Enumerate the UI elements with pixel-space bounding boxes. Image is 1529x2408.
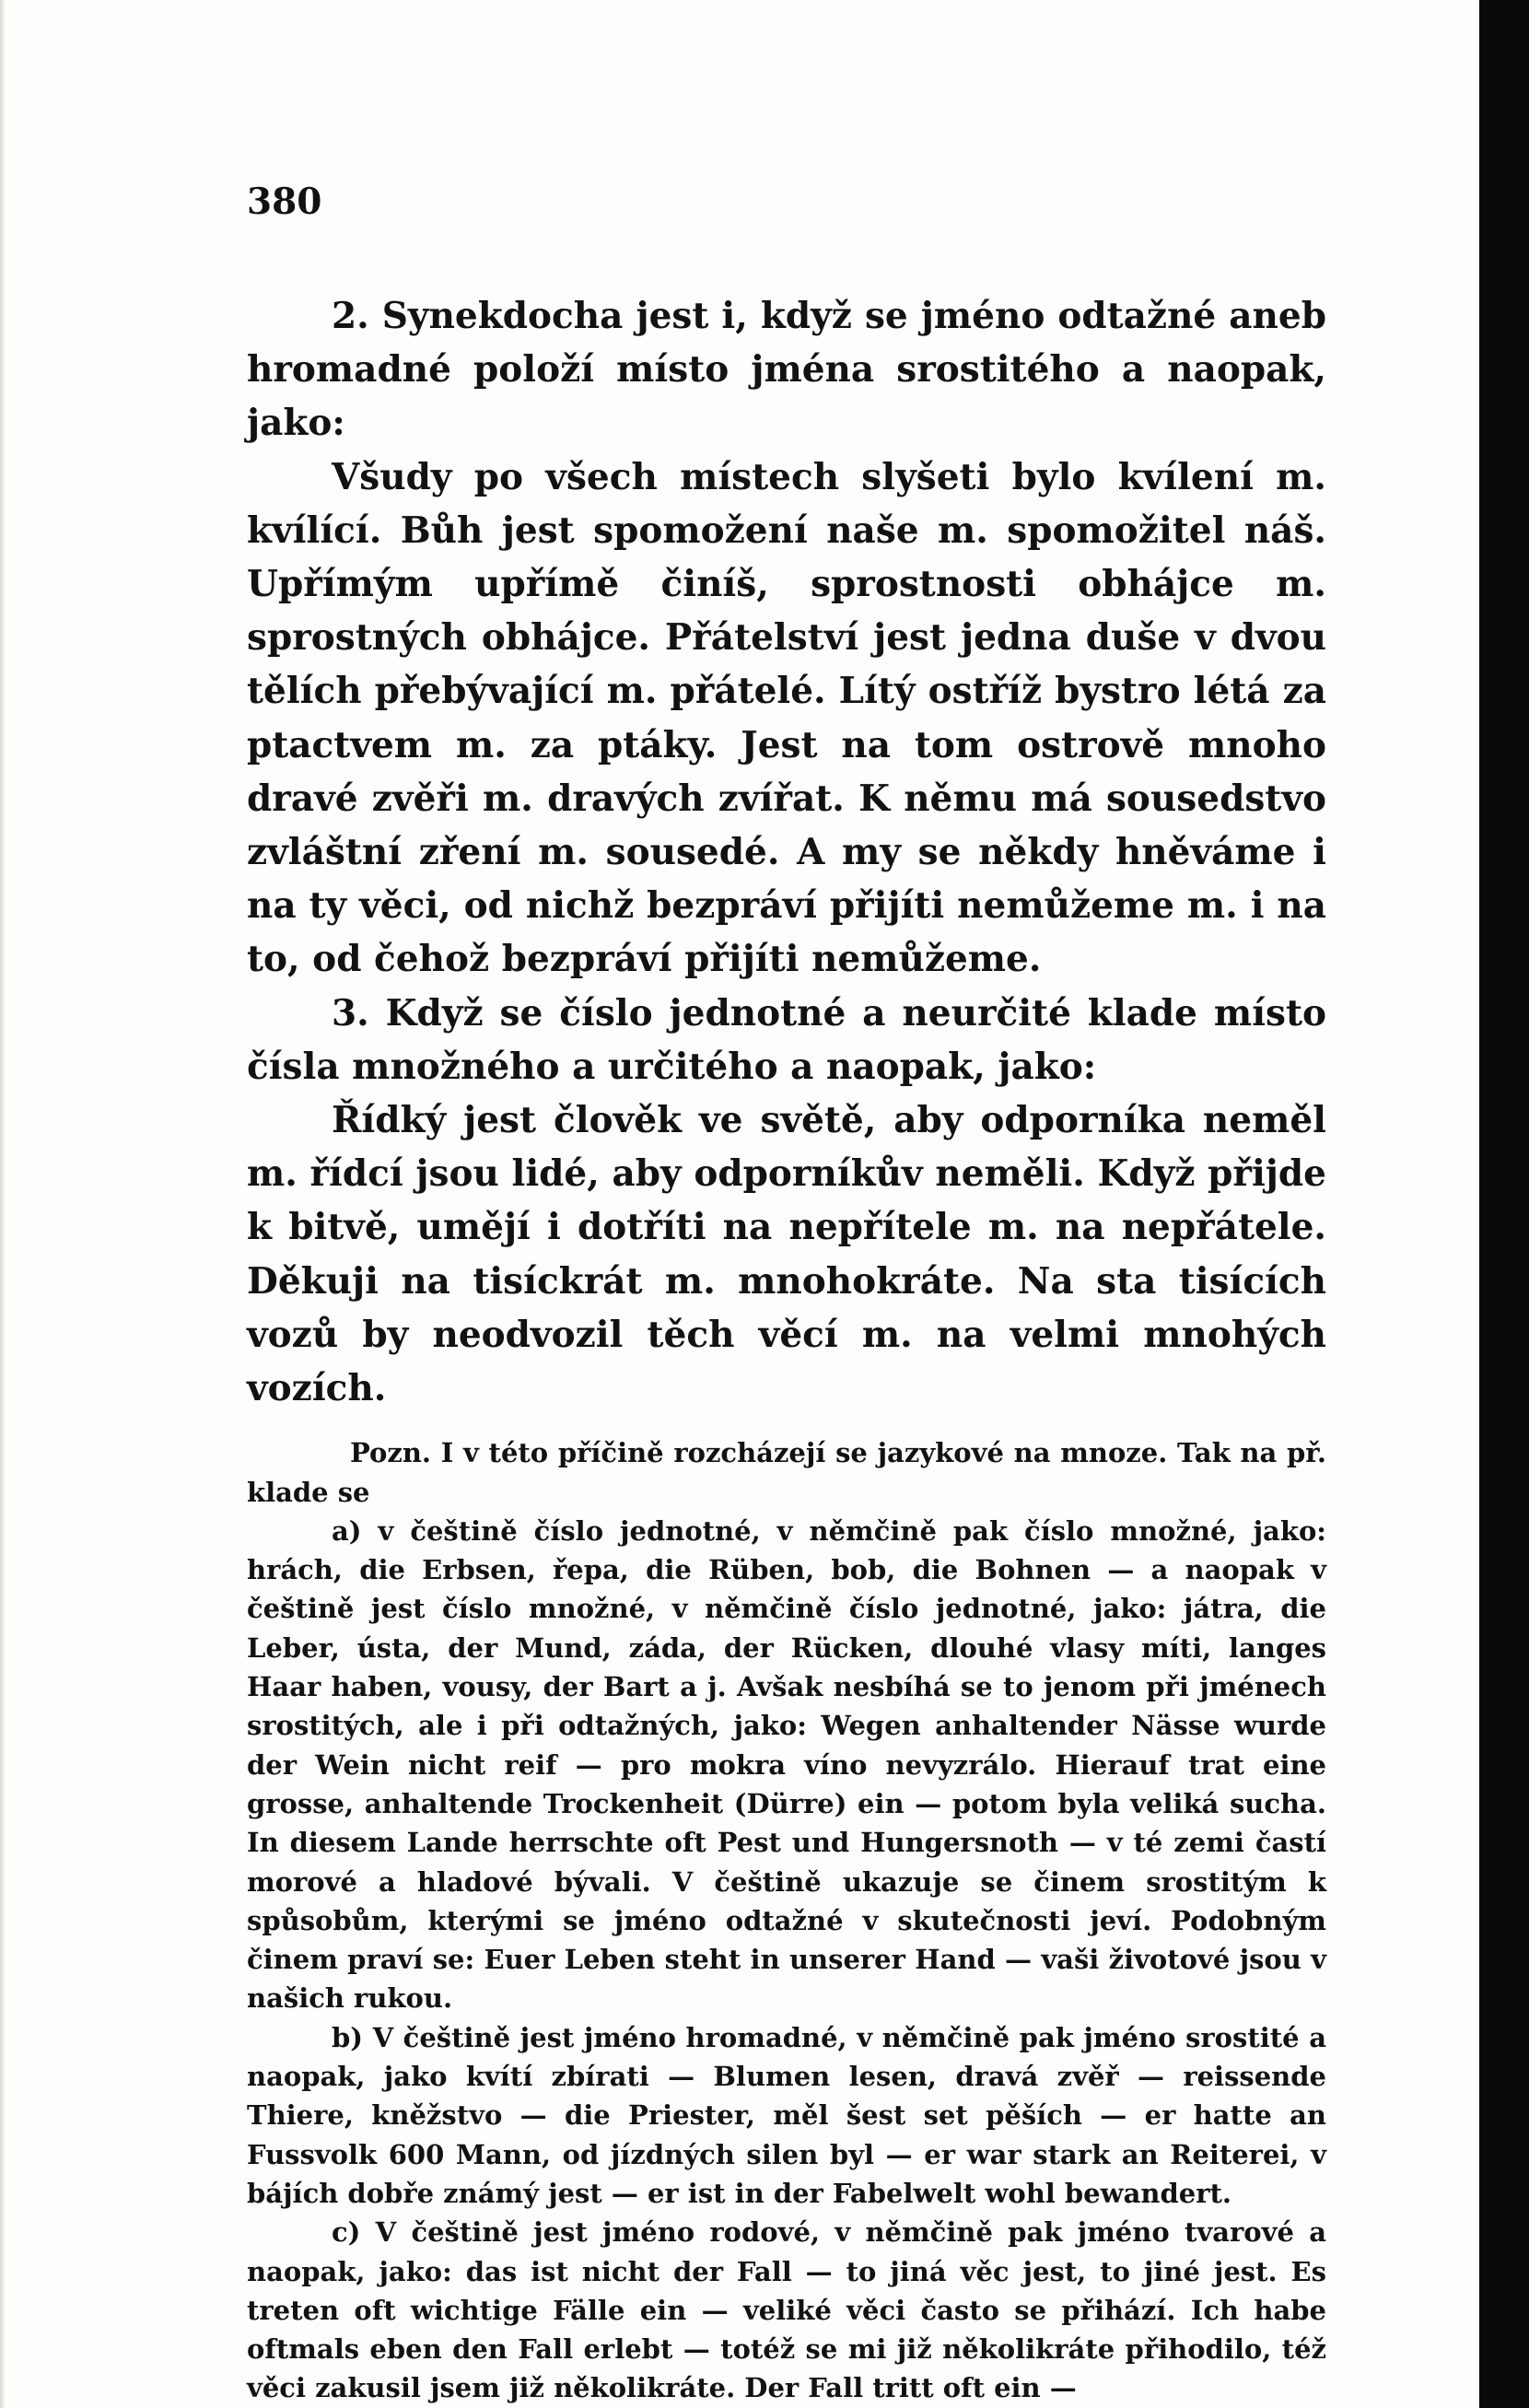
page-number: 380 xyxy=(247,181,322,223)
paragraph-number-rule: 3. Když se číslo jednotné a neurčité klade místo čísla množného a určitého a naopak, jako: xyxy=(247,991,1326,1088)
note-a: a) v češtině číslo jednotné, v němčině pak číslo množné, jako: hrách, die Erbsen, řepa, die Rüben, bob, die Bohnen — a naopak v češtině jest číslo množné, v němčině číslo jednotné, jako: játra, die Leber, ústa, der Mund, záda, der Rücken, dlouhé vlasy míti, langes Haar haben, vousy, der Bart a j. Avšak nesbíhá se to jenom při jménech srostitých, ale i při odtažných, jako: Wegen anhaltender Nässe wurde der Wein nicht reif — pro mokra víno nevyzrálo. Hierauf trat eine grosse, anhaltende Trockenheit (Dürre) ein — potom byla veliká sucha. In diesem Lande herrschte oft Pest und Hungersnoth — v té zemi častí morové a hladové bývali. V češtině ukazuje se činem srostitým k spůsobům, kterými se jméno odtažné v skutečnosti jeví. Podobným činem praví se: Euer Leben steht in unserer Hand — vaši životové jsou v našich rukou. xyxy=(247,1514,1326,2015)
note-intro: Pozn. I v této příčině rozcházejí se jazykové na mnoze. Tak na př. klade se xyxy=(247,1437,1326,1508)
paragraph-examples-2: Řídký jest člověk ve světě, aby odporníka neměl m. řídcí jsou lidé, aby odporníkův neměli. Když přijde k bitvě, umějí i dotříti na nepřítele m. na nepřátele. Děkuji na tisíckrát m. mnohokráte. Na sta tisících vozů by neodvozil těch věcí m. na velmi mnohých vozích. xyxy=(247,1099,1326,1410)
book-page xyxy=(247,181,1326,2408)
main-text xyxy=(247,289,1326,1415)
footnotes xyxy=(247,1433,1326,2407)
note-b: b) V češtině jest jméno hromadné, v němčině pak jméno srostité a naopak, jako kvítí zbírati — Blumen lesen, dravá zvěř — reissende Thiere, kněžstvo — die Priester, měl šest set pěších — er hatte an Fussvolk 600 Mann, od jízdných silen byl — er war stark an Reiterei, v bájích dobře známý jest — er ist in der Fabelwelt wohl bewandert. xyxy=(247,2021,1326,2209)
scan-right-border xyxy=(1479,0,1529,2408)
paragraph-synekdocha: 2. Synekdocha jest i, když se jméno odtažné aneb hromadné položí místo jména srostitého a naopak, jako: xyxy=(247,295,1326,445)
note-c: c) V češtině jest jméno rodové, v němčině pak jméno tvarové a naopak, jako: das ist nicht der Fall — to jiná věc jest, to jiné jest. Es treten oft wichtige Fälle ein — veliké věci často se přihází. Ich habe oftmals eben den Fall erlebt — totéž se mi již několikráte přihodilo, též věci zakusil jsem již několikráte. Der Fall tritt oft ein — xyxy=(247,2216,1326,2404)
scan-left-shadow xyxy=(0,0,6,2408)
paragraph-examples-1: Všudy po všech místech slyšeti bylo kvílení m. kvílící. Bůh jest spomožení naše m. spomožitel náš. Upřímým upřímě činíš, sprostnosti obhájce m. sprostných obhájce. Přátelství jest jedna duše v dvou tělích přebývající m. přátelé. Lítý ostříž bystro létá za ptactvem m. za ptáky. Jest na tom ostrově mnoho dravé zvěři m. dravých zvířat. K němu má sousedstvo zvláštní zření m. sousedé. A my se někdy hněváme i na ty věci, od nichž bezpráví přijíti nemůžeme m. i na to, od čehož bezpráví přijíti nemůžeme. xyxy=(247,455,1326,981)
